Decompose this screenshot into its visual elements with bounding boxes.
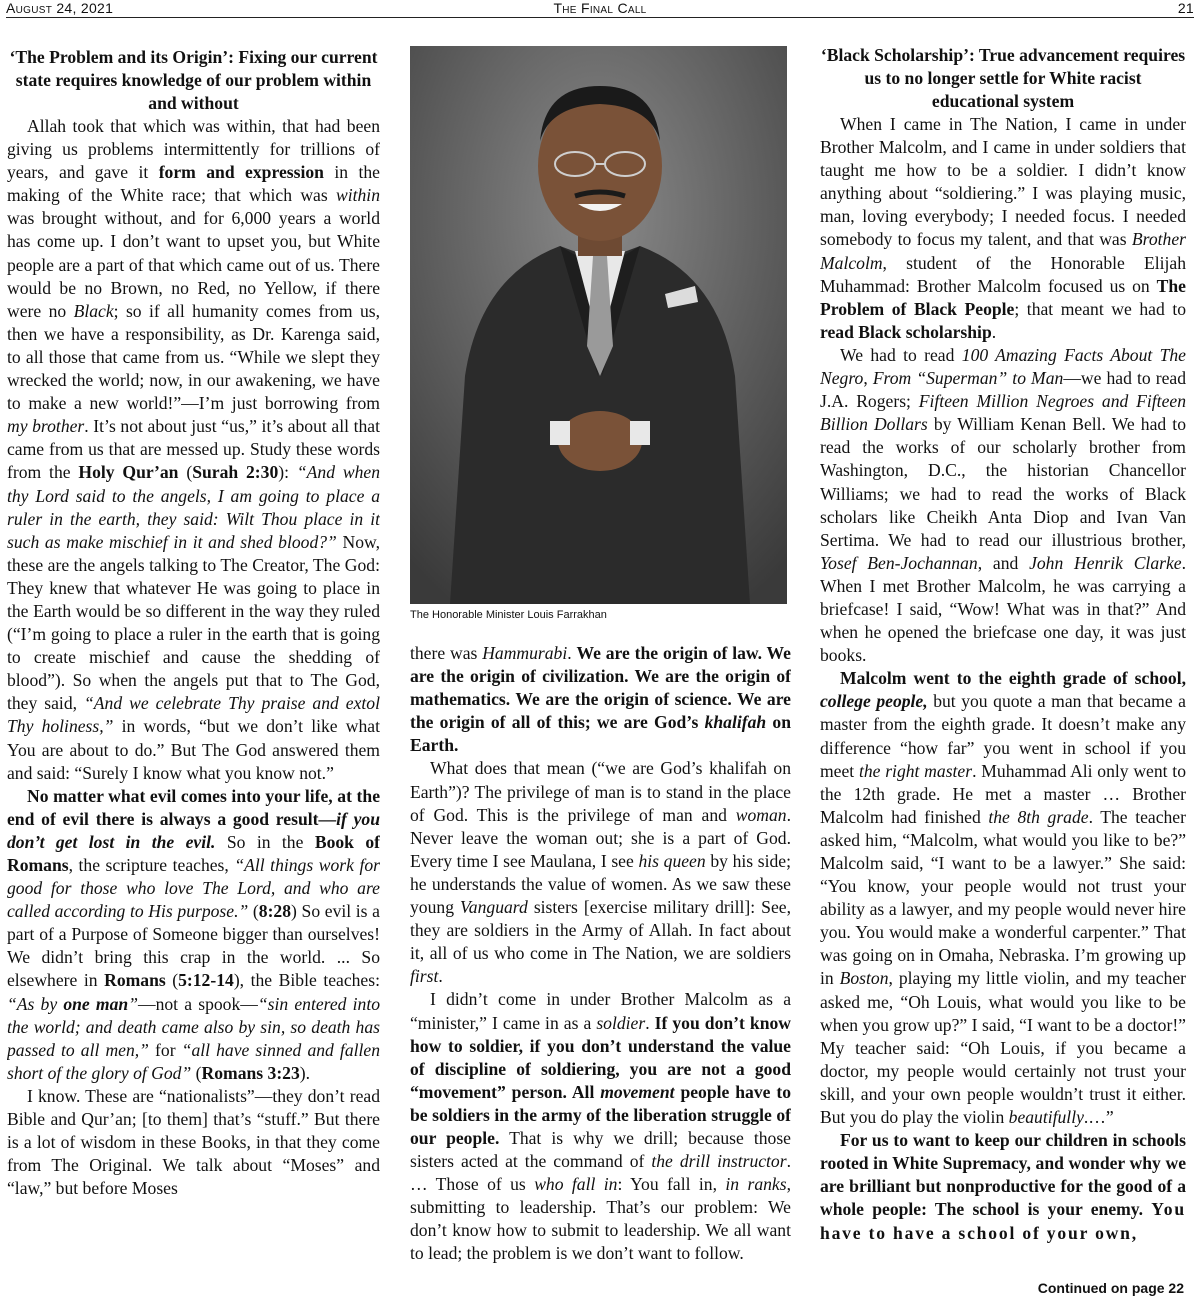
article-column-1	[7, 46, 380, 1278]
farrakhan-photo	[410, 46, 787, 604]
page-number: 21	[1177, 0, 1194, 16]
section-heading-black-scholarship: ‘Black Scholarship’: True advancement requires us to no longer settle for White racist educational system	[820, 45, 1186, 111]
paragraph: Allah took that which was within, that had been giving us problems intermittently for trillions of years, and gave it form and expression in the making of the White race; that which was within was brought without, and for 6,000 years a world has come up. I don’t want to upset you, but White people are a part of that which came out of us. There would be no Brown, no Red, no Yellow, if there were no Black; so if all humanity comes from us, then we have a responsibility, as Dr. Karenga said, to all those that came from us. “While we slept they wrecked the world; now, in our awakening, we have to make a new world!”—I’m just borrowing from my brother. It’s not about just “us,” it’s about all that came from us that are messed up. Study these words from the Holy Qur’an (Surah 2:30): “And when thy Lord said to the angels, I am going to place a ruler in the earth, they said: Wilt Thou place in it such as make mischief in it and shed blood?” Now, these are the angels talking to The Creator, The God: They knew that whatever He was going to place in the Earth would be so different in the way they ruled (“I’m going to place a ruler in the earth that is going to create mischief and cause the shedding of blood”). So when the angels put that to The God, they said, “And we celebrate Thy praise and extol Thy holiness,” in words, “but we don’t like what You are about to do.” But The God answered them and said: “Surely I know what you know not.”	[7, 116, 380, 783]
paragraph: I didn’t come in under Brother Malcolm as a “minister,” I came in as a soldier. If you don’t know how to soldier, if you don’t understand the value of discipline of soldiering, you are not a good “movement” person. All movement people have to be soldiers in the army of the liberation struggle of our people. That is why we drill; because those sisters acted at the command of the drill instructor. … Those of us who fall in: You fall in, in ranks, submitting to leadership. That’s our problem: We don’t know how to submit to leadership. We all want to lead; the problem is we don’t want to follow.	[410, 989, 791, 1264]
paragraph: What does that mean (“we are God’s khalifah on Earth”)? The privilege of man is to stand in the place of God. This is the privilege of man and woman. Never leave the woman out; she is a part of God. Every time I see Maulana, I see his queen by his side; he understands the value of women. As we saw these young Vanguard sisters [exercise military drill]: See, they are soldiers in the Army of Allah. In fact about it, all of us who come in The Nation, we are soldiers first.	[410, 758, 791, 987]
paragraph: there was Hammurabi. We are the origin of law. We are the origin of civilization. We are the origin of mathematics. We are the origin of science. We are the origin of all of this; we are God’s khalifah on Earth.	[410, 643, 791, 756]
article-column-3	[820, 44, 1186, 1278]
continued-on-link[interactable]: Continued on page 22	[1037, 1280, 1184, 1296]
photo-caption: The Honorable Minister Louis Farrakhan	[410, 609, 607, 621]
publication-name: The Final Call	[553, 0, 647, 16]
section-heading-problem-origin: ‘The Problem and its Origin’: Fixing our current state requires knowledge of our problem within and without	[9, 47, 378, 113]
paragraph: When I came in The Nation, I came in under Brother Malcolm, and I came in under soldiers that taught me how to be a soldier. I didn’t know anything about “soldiering.” I was playing music, man, loving everybody; I needed focus. I needed somebody to focus my talent, and that was Brother Malcolm, student of the Honorable Elijah Muhammad: Brother Malcolm focused us on The Problem of Black People; that meant we had to read Black scholarship.	[820, 114, 1186, 342]
issue-date: August 24, 2021	[6, 0, 114, 16]
page-header	[6, 0, 1194, 18]
paragraph: For us to want to keep our children in schools rooted in White Supremacy, and wonder why we are brilliant but nonproductive for the good of a whole people: The school is your enemy. You have to have a school of your own,	[820, 1130, 1186, 1243]
paragraph: We had to read 100 Amazing Facts About The Negro, From “Superman” to Man—we had to read J.A. Rogers; Fifteen Million Negroes and Fifteen Billion Dollars by William Kenan Bell. We had to read the works of our scholarly brother from Washington, D.C., the historian Chancellor Williams; we had to read the works of Black scholars like Cheikh Anta Diop and Ivan Van Sertima. We had to read our illustrious brother, Yosef Ben-Jochannan, and John Henrik Clarke. When I met Brother Malcolm, he was carrying a briefcase! I said, “Wow! What was in that?” And when he opened the briefcase one day, it was just books.	[820, 344, 1186, 666]
article-column-2	[410, 46, 791, 1278]
paragraph: No matter what evil comes into your life, at the end of evil there is always a good result—if you don’t get lost in the evil. So in the Book of Romans, the scripture teaches, “All things work for good for those who love The Lord, and who are called according to His purpose.” (8:28) So evil is a part of a Purpose of Someone bigger than ourselves! We didn’t bring this crap in the world. ... So elsewhere in Romans (5:12-14), the Bible teaches: “As by one man”—not a spook—“sin entered into the world; and death came also by sin, so death has passed to all men,” for “all have sinned and fallen short of the glory of God” (Romans 3:23).	[7, 785, 380, 1083]
paragraph: I know. These are “nationalists”—they don’t read Bible and Qur’an; [to them] that’s “stuff.” But there is a lot of wisdom in these Books, in that they come from The Original. We talk about “Moses” and “law,” but before Moses	[7, 1085, 380, 1199]
paragraph: Malcolm went to the eighth grade of school, college people, but you quote a man that became a master from the eighth grade. It doesn’t make any difference “how far” you went in school if you meet the right master. Muhammad Ali only went to the 12th grade. He met a master … Brother Malcolm had finished the 8th grade. The teacher asked him, “Malcolm, what would you like to be?” Malcolm said, “I want to be a lawyer.” She said: “You know, your people would not trust your ability as a lawyer, and my people would never hire you. You would make a wonderful carpenter.” That was going on in Omaha, Nebraska. I’m growing up in Boston, playing my little violin, and my teacher asked me, “Oh Louis, what would you like to be when you grow up?” I said, “I want to be a doctor!” My teacher said: “Oh Louis, if you became a doctor, my people would certainly not trust your skill, and your own people wouldn’t trust it either. But you do play the violin beautifully.…”	[820, 668, 1186, 1128]
